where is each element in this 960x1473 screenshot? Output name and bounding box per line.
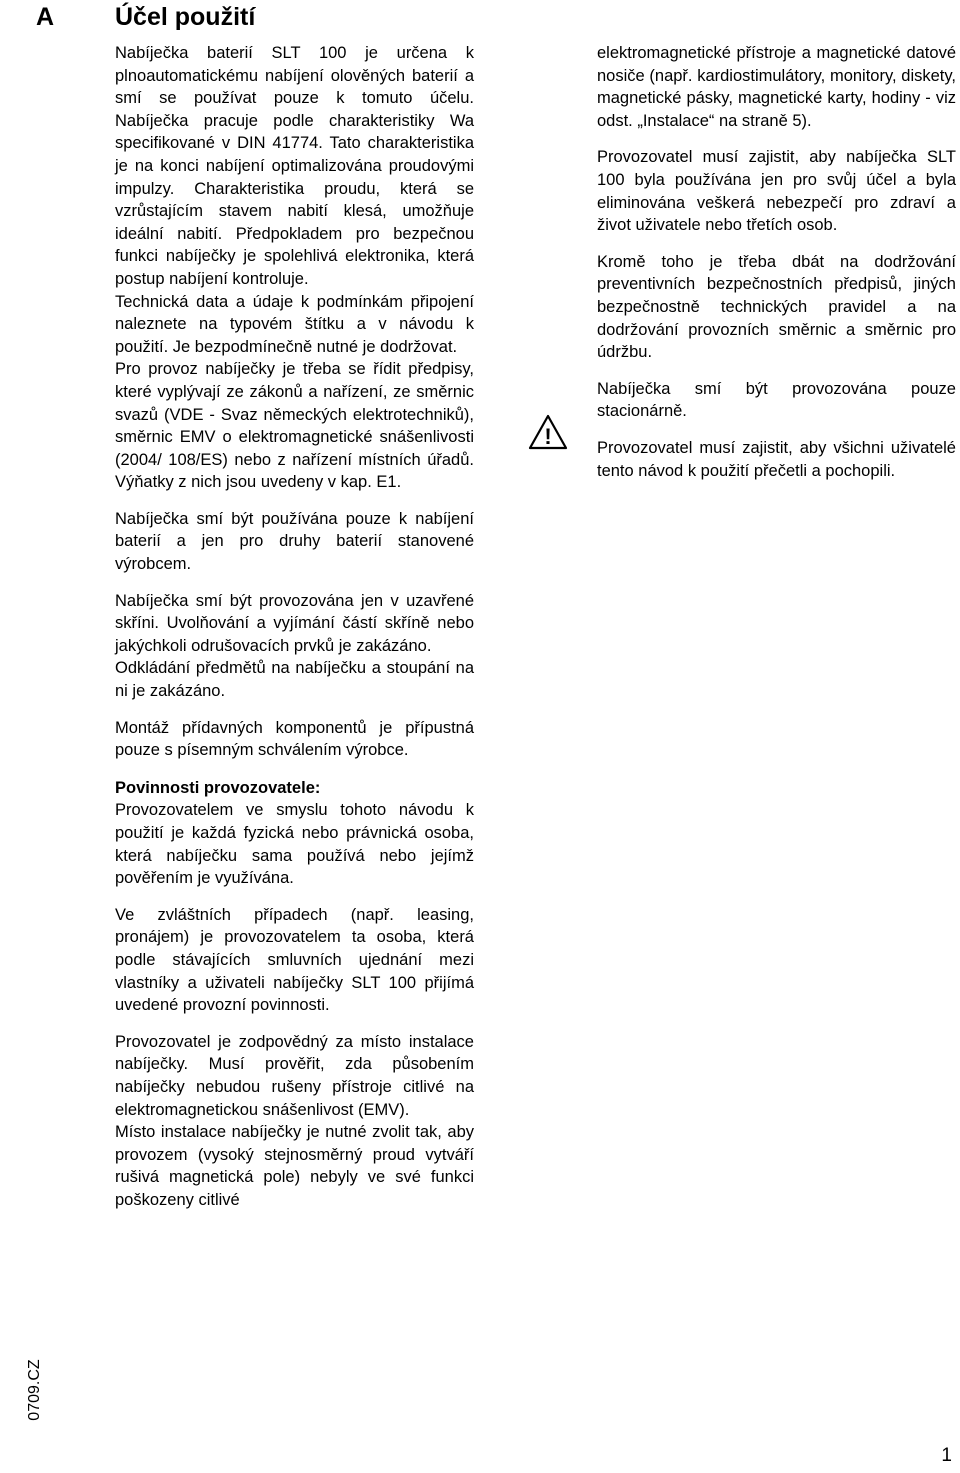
left-column — [115, 42, 474, 1212]
regulations-paragraph: Pro provoz nabíječky je třeba se řídit předpisy, které vyplývají ze zákonů a nařízení, ze směrnic svazů (VDE - Svaz německých elektrotechniků), směrnic EMV o elektromagnetické snášenlivosti (2004/ 108/ES) nebo z nařízení místních úřadů. Výňatky z nich jsou uvedeny v kap. E1. — [115, 360, 474, 492]
technical-data-paragraph: Technická data a údaje k podmínkám připojení naleznete na typovém štítku a v návodu k použití. Je bezpodmínečně nutné je dodržovat. — [115, 292, 474, 356]
operator-duties-heading: Povinnosti provozovatele: — [115, 778, 321, 797]
read-manual-paragraph: Provozovatel musí zajistit, aby všichni uživatelé tento návod k použití přečetli a pochopili. — [597, 438, 956, 480]
leasing-paragraph: Ve zvláštních případech (např. leasing, pronájem) je provozovatelem ta osoba, která podle stávajících smluvních ujednání mezi vlastníky a uživateli nabíječky SLT 100 přijímá uvedené provozní povinnosti. — [115, 905, 474, 1015]
page-number: 1 — [941, 1445, 952, 1466]
installation-responsibility-paragraph: Provozovatel je zodpovědný za místo instalace nabíječky. Musí prověřit, zda působením nabíječky nebudou rušeny přístroje citlivé na elektromagnetickou snášenlivost (EMV). — [115, 1032, 474, 1119]
additional-components-paragraph: Montáž přídavných komponentů je přípustná pouze s písemným schválením výrobce. — [115, 718, 474, 760]
document-code: 0709.CZ — [26, 1359, 43, 1421]
installation-location-paragraph: Místo instalace nabíječky je nutné zvolit tak, aby provozem (vysoký stejnosměrný proud vytváří rušivá magnetická pole) nebyly ve své funkci poškozeny citlivé — [115, 1123, 474, 1209]
operator-definition-paragraph: Provozovatelem ve smyslu tohoto návodu k použití je každá fyzická nebo právnická osoba, která nabíječku sama používá nebo jejímž pověřením je využívána. — [115, 801, 474, 888]
intended-use-paragraph: Provozovatel musí zajistit, aby nabíječka SLT 100 byla používána jen pro svůj účel a byla eliminována veškerá nebezpečí pro zdraví a život uživatele nebo třetích osob. — [597, 148, 956, 235]
purpose-paragraph: Nabíječka baterií SLT 100 je určena k plnoautomatickému nabíjení olověných baterií a smí se používat pouze k tomuto účelu. Nabíječka pracuje podle charakteristiky Wa specifikované v DIN 41774. Tato charakteristika je na konci nabíjení optimalizována proudovými impulzy. Charakteristika proudu, která se vzrůstajícím stavem nabití klesá, umožňuje ideální nabití. Předpokladem pro bezpečnou funkci nabíječky je spolehlivá elektronika, která postup nabíjení kontroluje. — [115, 44, 474, 288]
stationary-operation-paragraph: Nabíječka smí být provozována pouze stacionárně. — [597, 379, 956, 421]
right-column — [597, 42, 956, 482]
no-objects-paragraph: Odkládání předmětů na nabíječku a stoupání na ni je zakázáno. — [115, 659, 474, 701]
warning-symbol: ! — [544, 424, 552, 449]
warning-triangle-icon — [528, 414, 568, 450]
safety-rules-paragraph: Kromě toho je třeba dbát na dodržování preventivních bezpečnostních předpisů, jiných bezpečnostně technických pravidel a na dodržování provozních směrnic a směrnic pro údržbu. — [597, 252, 956, 362]
section-title: Účel použití — [115, 3, 256, 31]
closed-housing-paragraph: Nabíječka smí být provozována jen v uzavřené skříni. Uvolňování a vyjímání částí skříně nebo jakýchkoli odrušovacích prvků je zakázáno. — [115, 591, 474, 655]
battery-types-paragraph: Nabíječka smí být používána pouze k nabíjení baterií a jen pro druhy baterií stanovené výrobcem. — [115, 509, 474, 574]
section-letter: A — [36, 3, 55, 31]
sensitive-devices-paragraph: elektromagnetické přístroje a magnetické datové nosiče (např. kardiostimulátory, monitory, diskety, magnetické pásky, magnetické karty, hodiny - viz odst. „Instalace“ na straně 5). — [597, 44, 956, 130]
